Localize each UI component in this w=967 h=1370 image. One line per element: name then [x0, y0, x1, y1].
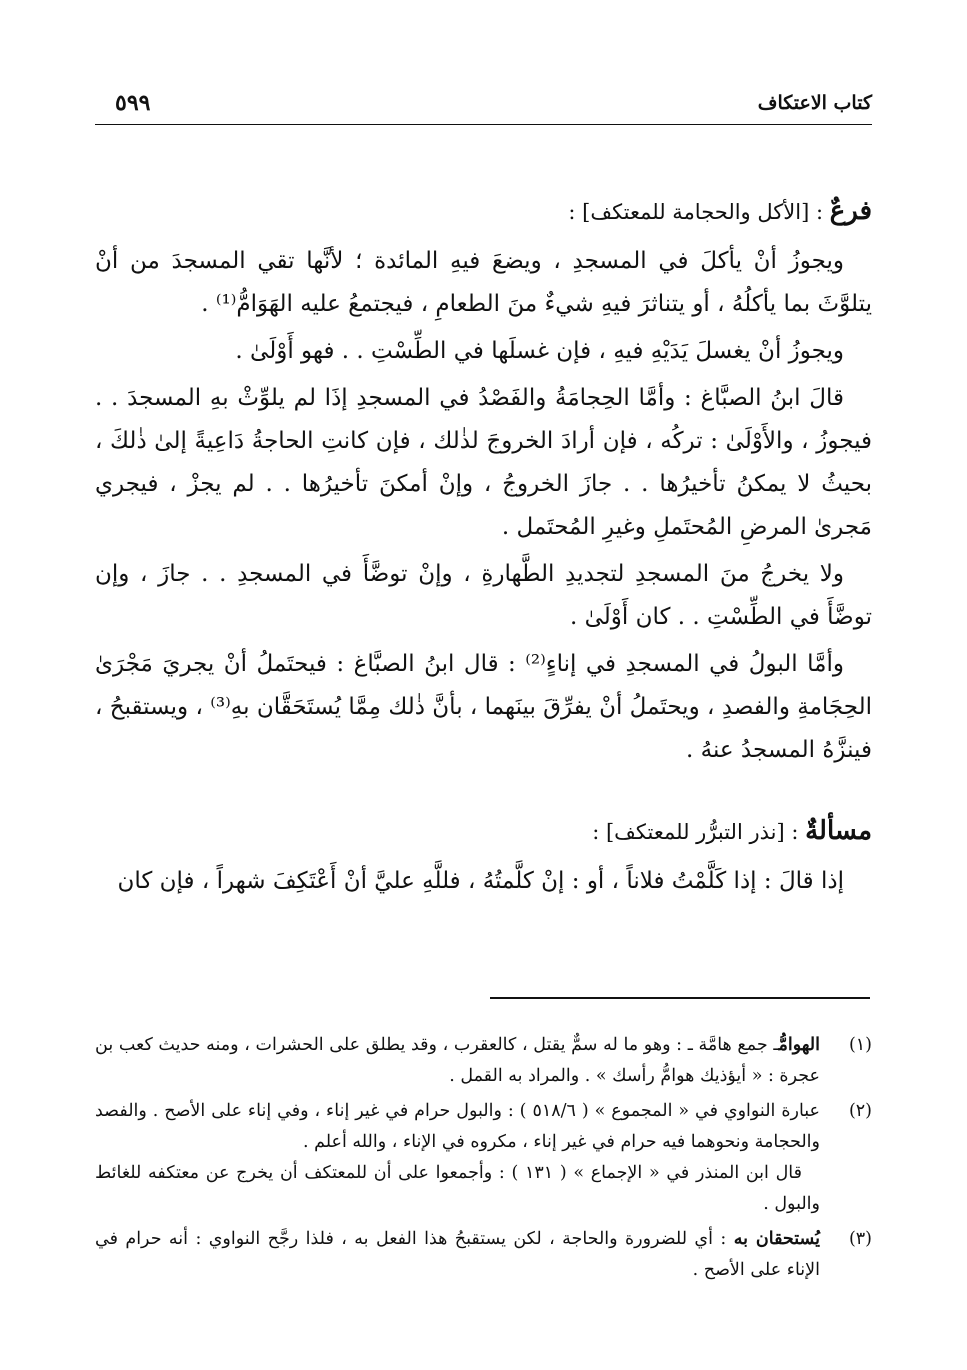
paragraph: إذا قالَ : إذا كَلَّمْتُ فلاناً ، أو : إنْ كلَّمتُهُ ، فللَّهِ عليَّ أنْ أَعْتَكِفَ شهراً ، فإن كان: [117, 868, 844, 894]
footnote-text: [95, 1096, 820, 1220]
main-text: [95, 190, 872, 907]
heading-word: مسألةٌ: [805, 816, 872, 846]
footnote-term: يُستحقان به: [733, 1229, 820, 1249]
footnote-number: (٣): [848, 1229, 872, 1249]
page-number: ٥٩٩: [115, 90, 151, 116]
paragraph: قالَ ابنُ الصبَّاغ : وأمَّا الحِجامَةُ والفَصْدُ في المسجدِ إذَا لم يلوِّثْ بهِ المسجدَ . . فيجوزُ ، والأَوْلَىٰ : تركُه ، فإن أرادَ الخروجَ لذٰلك ، فإن كانتِ الحاجةُ دَاعِيةً إلىٰ ذٰلكَ ، بحيثُ لا يمكنُ تأخيرُها . . جازَ الخروجُ ، وإنْ أمكنَ تأخيرُها . . لم يجزْ ، فيجري مَجرىٰ المرضِ المُحتَملِ وغيرِ المُحتَمل .: [95, 385, 872, 540]
footnote-body: ـ جمع هامَّة ـ : وهو ما له سمٌّ يقتل ، كالعقرب ، وقد يطلق على الحشرات ، ومنه حديث كعب بن عجرة : « أيؤذيك هوامُّ رأسك » . والمراد به القمل .: [95, 1035, 820, 1086]
footnote-body: : أي للضرورة والحاجة ، لكن يستقبحُ هذا الفعل به ، فلذا رجَّح النواوي : أنه حرام في الإناء على الأصح .: [95, 1229, 820, 1280]
footnote-separator: [490, 997, 870, 999]
paragraph: ويجوزُ أنْ يأكلَ في المسجدِ ، ويضعَ فيهِ المائدة ؛ لأنَّها تقي المسجدَ من أنْ يتلوَّثَ بما يأكلُهُ ، أو يتناثرَ فيهِ شيءٌ منَ الطعامِ ، فيجتمعُ عليه الهَوَامُّ⁽¹⁾ .: [95, 248, 872, 317]
footnote-term: الهوامُّ: [778, 1035, 820, 1055]
footnote-text: [95, 1224, 820, 1286]
heading-subtitle: : [نذر التبرُّر للمعتكف] :: [592, 820, 806, 844]
footnotes: [95, 1030, 872, 1290]
footnote: [95, 1224, 872, 1286]
paragraph: ويجوزُ أنْ يغسلَ يَدَيْهِ فيهِ ، فإن غسلَها في الطِّسْتِ . . فهو أَوْلَىٰ .: [235, 338, 844, 364]
heading-word: فرعٌ: [829, 196, 872, 226]
section-heading: [95, 190, 872, 234]
footnote: [95, 1030, 872, 1092]
page-header: [95, 88, 872, 125]
footnote: [95, 1096, 872, 1220]
chapter-title: كتاب الاعتكاف: [757, 92, 872, 114]
paragraph: وأمَّا البولُ في المسجدِ في إناءٍ⁽²⁾ : قال ابنُ الصبَّاغ : فيحتَملُ أنْ يجريَ مَجْرَىٰ الحِجَامةِ والفصدِ ، ويحتَملُ أنْ يفرِّقَ بينَهما ، بأنَّ ذٰلك مِمَّا يُستَحَقَّان بهِ⁽³⁾ ، ويستقبحُ ، فينزَّهُ المسجدُ عنهُ .: [95, 651, 873, 763]
section-heading: [95, 810, 872, 854]
paragraph: ولا يخرجُ منَ المسجدِ لتجديدِ الطَّهارةِ ، وإنْ توضَّأَ في المسجدِ . . جازَ ، وإن توضَّأَ في الطِّسْتِ . . كان أَوْلَىٰ .: [95, 561, 872, 630]
footnote-number: (٢): [848, 1101, 872, 1121]
footnote-text: [95, 1030, 820, 1092]
footnote-body: عبارة النواوي في « المجموع » ( ٥١٨/٦ ) : والبول حرام في غير إناء ، وفي إناء على الأصح . والفصد والحجامة ونحوهما فيه حرام في غير إناء ، مكروه في الإناء ، والله أعلم .: [95, 1101, 821, 1152]
heading-subtitle: : [الأكل والحجامة للمعتكف] :: [568, 200, 830, 224]
footnote-number: (١): [848, 1035, 872, 1055]
footnote-extra: قال ابن المنذر في « الإجماع » ( ١٣١ ) : وأجمعوا على أن للمعتكف أن يخرج عن معتكفه للغائط والبول .: [95, 1163, 820, 1214]
